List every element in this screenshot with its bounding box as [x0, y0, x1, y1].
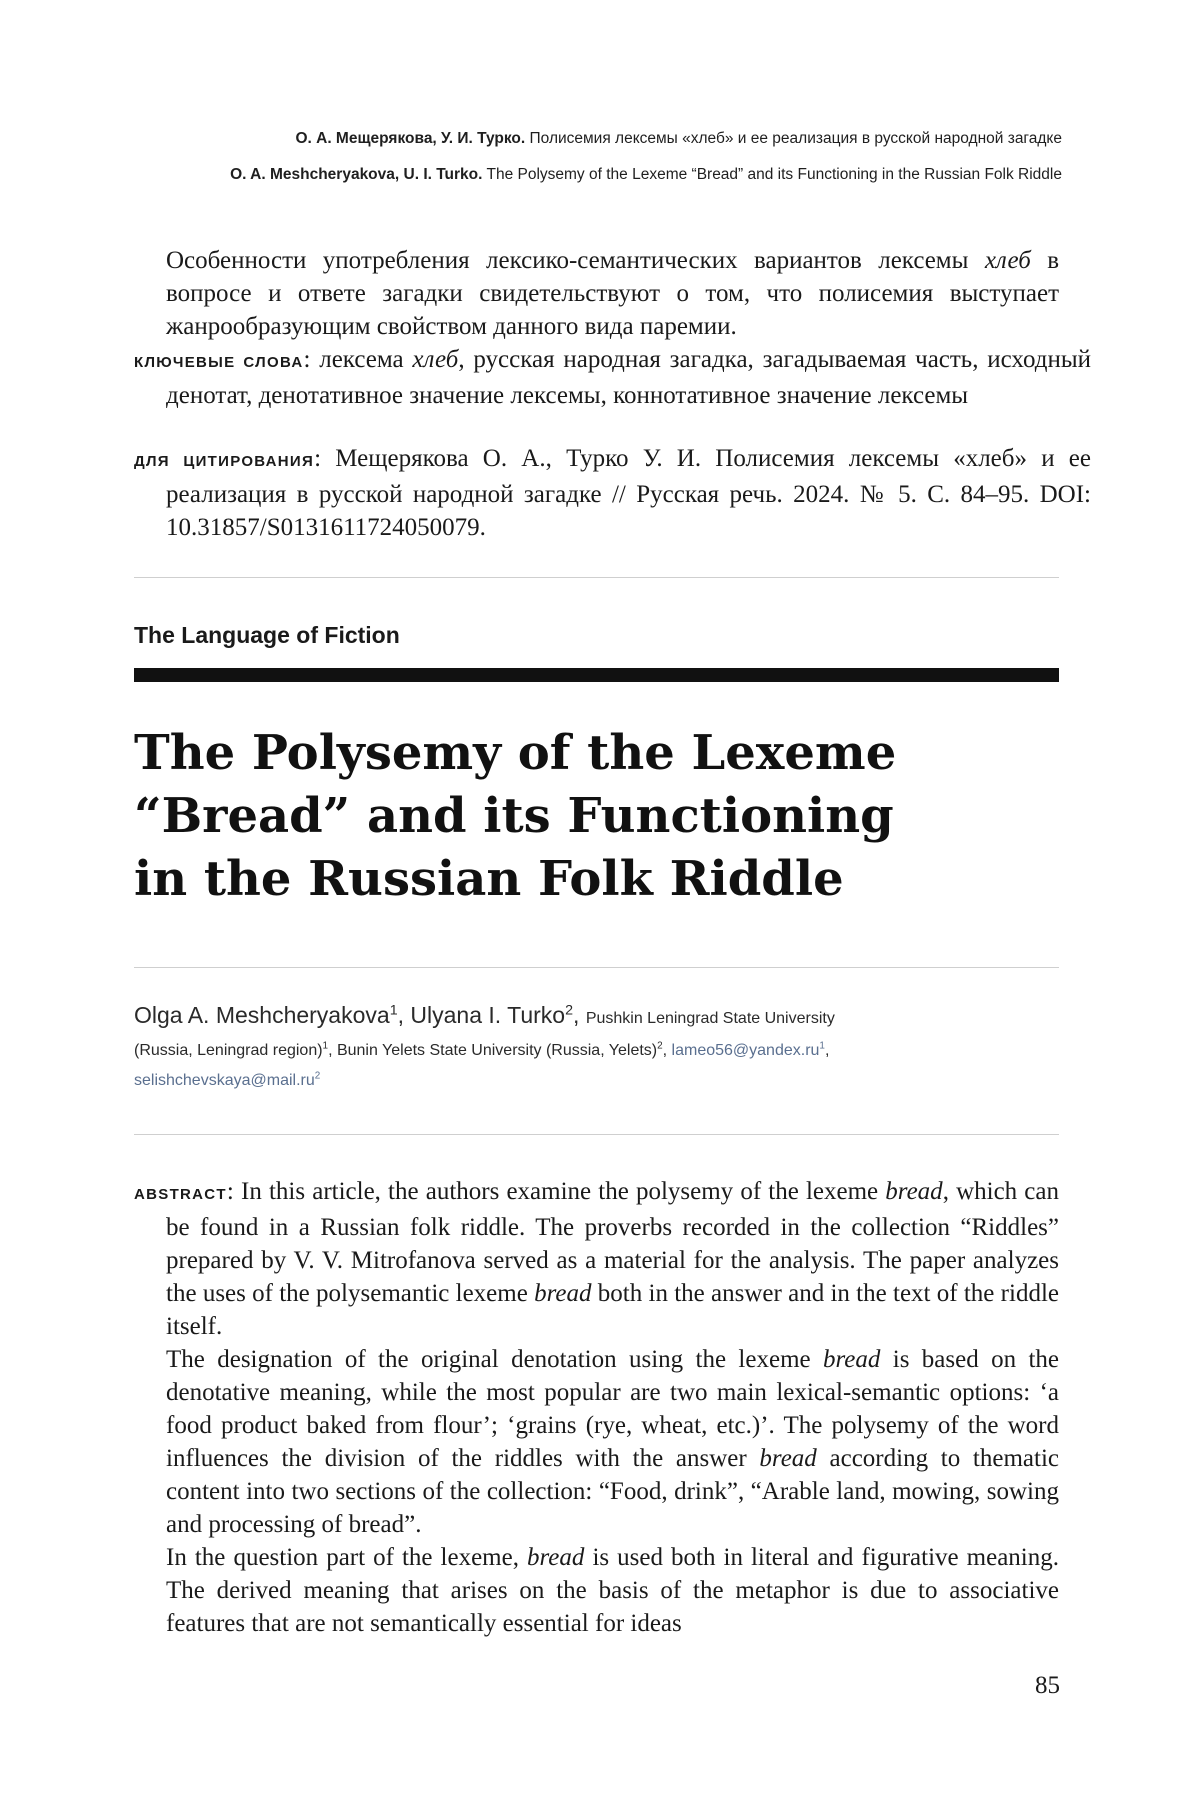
divider-top [134, 577, 1059, 578]
affiliation-2: Bunin Yelets State University (Russia, Yelets) [336, 1042, 658, 1059]
keywords-block: КЛЮЧЕВЫЕ СЛОВА: лексема хлеб, русская народная загадка, загадываемая часть, исходный денотат, денотативное значение лексемы, коннотативное значение лексемы [134, 346, 1091, 409]
abstract-p2-text-b: is based on the denotative meaning, while the most popular are two main lexical-semantic options: ‘a food product baked from flour’; ‘grains (rye, wheat, etc.)’. The polysemy of the word influences the division of the riddles with the answer [166, 1346, 1059, 1472]
email-2-sup: 2 [314, 1070, 321, 1082]
running-header-ru [295, 130, 1062, 148]
abstract-p1-text-a: In this article, the authors examine the polysemy of the lexeme [241, 1178, 886, 1205]
affiliation-1-start: Pushkin Leningrad State University [585, 1010, 835, 1027]
affiliation-1-sup: 1 [322, 1040, 329, 1052]
ru-abstract-text-b: в вопросе и ответе загадки свидетельствуют о том, что полисемия выступает жанрообразующим свойством данного вида паремии. [166, 247, 1059, 340]
running-header-en [230, 166, 1062, 184]
article-title [134, 722, 1074, 911]
keywords-text-b: , русская народная загадка, загадываемая часть, исходный денотат, денотативное значение лексемы, коннотативное значение лексемы [166, 346, 1091, 409]
ru-abstract-italic: хлеб [984, 247, 1031, 274]
running-header-ru-authors: О. А. Мещерякова, У. И. Турко. [295, 130, 526, 147]
ru-abstract-paragraph [134, 244, 1059, 343]
divider-before-abstract [134, 1134, 1059, 1135]
email-2-link[interactable]: selishchevskaya@mail.ru [134, 1072, 315, 1089]
keywords-label: КЛЮЧЕВЫЕ СЛОВА [134, 354, 304, 371]
running-header-ru-title: Полисемия лексемы «хлеб» и ее реализация в русской народной загадке [529, 130, 1062, 147]
email-1-sup: 1 [819, 1040, 825, 1052]
running-header-en-title: The Polysemy of the Lexeme “Bread” and its Functioning in the Russian Folk Riddle [486, 166, 1062, 183]
authors-line-3 [134, 1066, 1059, 1096]
title-line-3: in the Russian Folk Riddle [134, 851, 844, 907]
citation-text: Мещерякова О. А., Турко У. И. Полисемия лексемы «хлеб» и ее реализация в русской народной загадке // Русская речь. 2024. № 5. С. 84–95. DOI: 10.31857/S0131611724050079. [166, 445, 1092, 541]
abstract-p1-text-c: both in the answer and in the text of the riddle itself. [166, 1280, 1059, 1340]
section-thick-rule [134, 668, 1059, 682]
abstract-p2-text-a: The designation of the original denotation using the lexeme [166, 1346, 823, 1373]
citation-label: ДЛЯ ЦИТИРОВАНИЯ [134, 453, 315, 470]
abstract-p2-italic-1: bread [822, 1346, 881, 1373]
keywords-text-a: лексема [319, 346, 413, 373]
abstract-p2-italic-2: bread [759, 1445, 817, 1472]
author-1-name: Olga A. Meshcheryakova [134, 1002, 390, 1028]
citation-block: ДЛЯ ЦИТИРОВАНИЯ: Мещерякова О. А., Турко У. И. Полисемия лексемы «хлеб» и ее реализация в русской народной загадке // Русская речь. 2024. № 5. С. 84–95. DOI: 10.31857/S0131611724050079. [134, 445, 1092, 541]
abstract-p2-text-c: according to thematic content into two sections of the collection: “Food, drink”, “Arable land, mowing, sowing and processing of bread”. [166, 1445, 1060, 1538]
abstract-paragraph-3 [134, 1541, 1059, 1640]
page-number: 85 [1035, 1672, 1060, 1699]
abstract-p3-text-a: In the question part of the lexeme, [166, 1544, 527, 1571]
title-line-1: The Polysemy of the Lexeme [134, 725, 897, 781]
abstract-p1-text-b: , which can be found in a Russian folk riddle. The proverbs recorded in the collection “Riddles” prepared by V. V. Mitrofanova served as a material for the analysis. The paper analyzes the uses of the polysemantic lexeme [166, 1178, 1059, 1307]
abstract-paragraph-2 [134, 1343, 1059, 1541]
title-line-2: “Bread” and its Functioning [134, 788, 894, 844]
abstract-p3-text-b: is used both in literal and figurative meaning. The derived meaning that arises on the basis of the metaphor is due to associative features that are not semantically essential for ideas [166, 1544, 1059, 1637]
abstract-p1-italic-2: bread [534, 1280, 592, 1307]
abstract-p3-italic: bread [527, 1544, 585, 1571]
authors-line-1: Olga A. Meshcheryakova$^1$, Ulyana I. Turko$^2$, Pushkin Leningrad State University [134, 1002, 835, 1028]
divider-before-authors [134, 967, 1059, 968]
authors-block [134, 998, 1059, 1096]
authors-line-2: (Russia, Leningrad region)$^1$, Bunin Yelets State University (Russia, Yelets)$^2$, $lameo56@yandex.ru^1$, [134, 1040, 830, 1059]
abstract-block [134, 1175, 1059, 1640]
running-header-en-authors: O. A. Meshcheryakova, U. I. Turko. [230, 166, 483, 183]
author-1-sup: 1 [389, 1002, 398, 1019]
abstract-label: ABSTRACT [134, 1186, 227, 1203]
abstract-paragraph-1: ABSTRACT: In this article, the authors examine the polysemy of the lexeme bread, which can be found in a Russian folk riddle. The proverbs recorded in the collection “Riddles” prepared by V. V. Mitrofanova served as a material for the analysis. The paper analyzes the uses of the polysemantic lexeme bread both in the answer and in the text of the riddle itself. [134, 1178, 1059, 1340]
keywords-italic: хлеб [412, 346, 459, 373]
section-label: The Language of Fiction [134, 622, 400, 648]
ru-abstract-text-a: Особенности употребления лексико-семантических вариантов лексемы [166, 247, 985, 274]
abstract-p1-italic-1: bread [885, 1178, 943, 1205]
affiliation-2-sup: 2 [657, 1040, 663, 1052]
author-2-sup: 2 [565, 1002, 574, 1019]
email-1-link[interactable]: lameo56@yandex.ru [671, 1042, 820, 1059]
affiliation-1-end: (Russia, Leningrad region) [134, 1042, 323, 1059]
author-2-name: Ulyana I. Turko [410, 1002, 566, 1028]
